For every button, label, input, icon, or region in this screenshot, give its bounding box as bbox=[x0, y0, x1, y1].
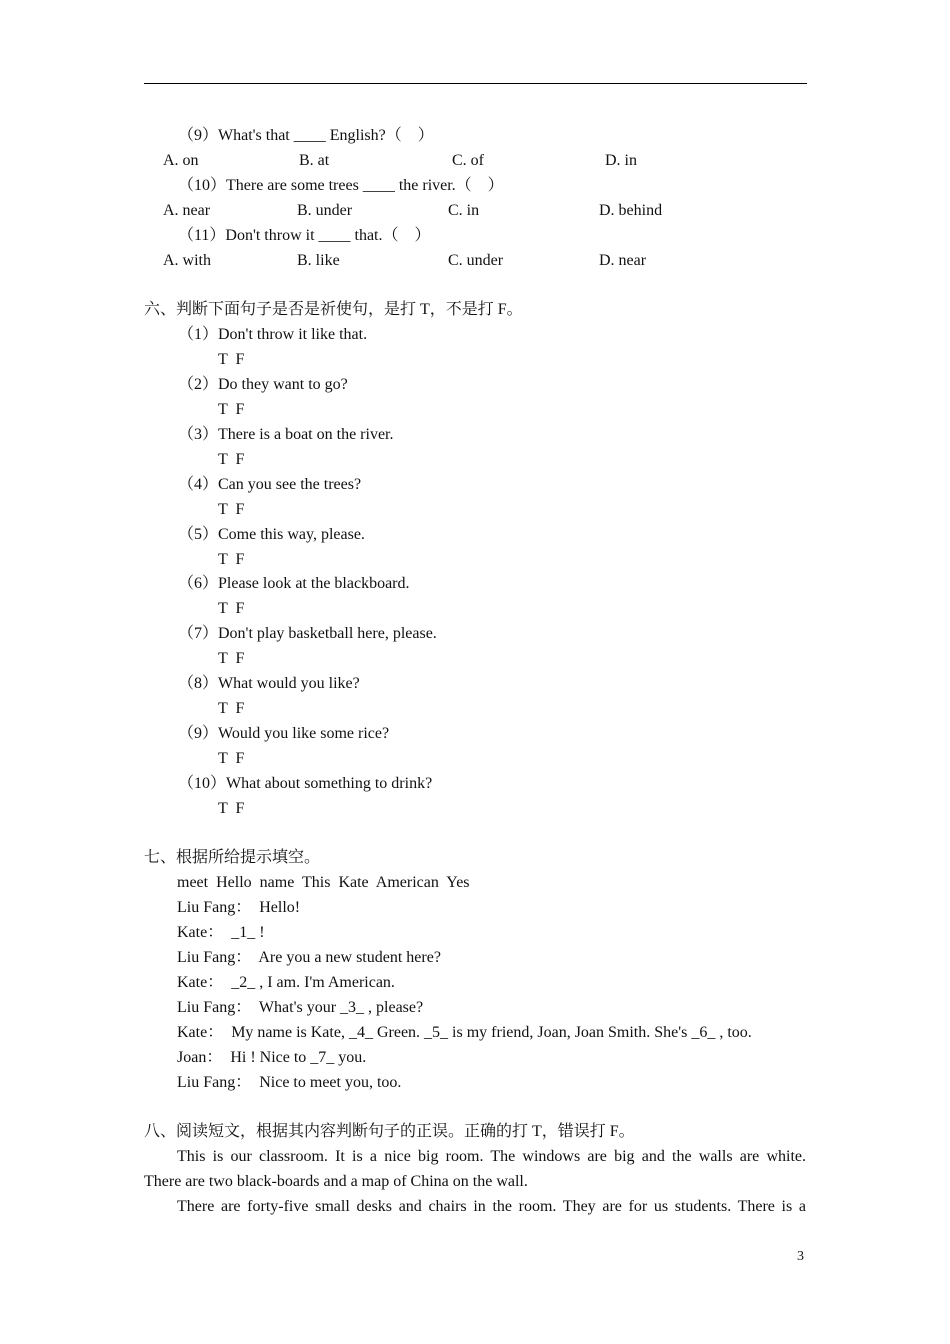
question-11-option-d: D. near bbox=[599, 252, 647, 269]
dialogue-line: Liu Fang： What's your _3_ , please? bbox=[177, 999, 424, 1016]
tf-choice-9: T F bbox=[218, 750, 245, 767]
section-8-heading: 八、阅读短文，根据其内容判断句子的正误。正确的打 T，错误打 F。 bbox=[144, 1123, 635, 1140]
question-10-option-d: D. behind bbox=[599, 202, 663, 219]
tf-choice-2: T F bbox=[218, 401, 245, 418]
tf-choice-4: T F bbox=[218, 501, 245, 518]
tf-item-2: （2）Do they want to go? bbox=[178, 376, 348, 393]
tf-choice-5: T F bbox=[218, 551, 245, 568]
question-9-option-b: B. at bbox=[299, 152, 330, 169]
passage-line: There are forty-five small desks and chairs in the room. They are for us students. There is a bbox=[177, 1198, 806, 1215]
tf-choice-1: T F bbox=[218, 351, 245, 368]
dialogue-line: Liu Fang： Nice to meet you, too. bbox=[177, 1074, 402, 1091]
tf-item-7: （7）Don't play basketball here, please. bbox=[178, 625, 437, 642]
question-10-stem: （10）There are some trees ____ the river.（ ） bbox=[178, 177, 504, 194]
tf-item-10: （10）What about something to drink? bbox=[178, 775, 433, 792]
tf-item-8: （8）What would you like? bbox=[178, 675, 360, 692]
section-6-heading: 六、判断下面句子是否是祈使句，是打 T，不是打 F。 bbox=[144, 301, 523, 318]
question-11-option-c: C. under bbox=[448, 252, 504, 269]
question-9-option-a: A. on bbox=[163, 152, 199, 169]
question-11-option-b: B. like bbox=[297, 252, 340, 269]
question-9-option-d: D. in bbox=[605, 152, 637, 169]
question-9-stem: （9）What's that ____ English?（ ） bbox=[178, 127, 434, 144]
question-11-stem: （11）Don't throw it ____ that.（ ） bbox=[178, 227, 431, 244]
question-10-option-a: A. near bbox=[163, 202, 211, 219]
tf-item-5: （5）Come this way, please. bbox=[178, 526, 365, 543]
question-10-option-b: B. under bbox=[297, 202, 353, 219]
tf-item-1: （1）Don't throw it like that. bbox=[178, 326, 368, 343]
word-bank: meet Hello name This Kate American Yes bbox=[177, 874, 470, 891]
tf-choice-10: T F bbox=[218, 800, 245, 817]
tf-item-3: （3）There is a boat on the river. bbox=[178, 426, 394, 443]
tf-item-4: （4）Can you see the trees? bbox=[178, 476, 362, 493]
tf-choice-8: T F bbox=[218, 700, 245, 717]
dialogue-line: Liu Fang： Are you a new student here? bbox=[177, 949, 441, 966]
dialogue-line: Joan： Hi ! Nice to _7_ you. bbox=[177, 1049, 367, 1066]
dialogue-line: Kate： My name is Kate, _4_ Green. _5_ is my friend, Joan, Joan Smith. She's _6_ , too. bbox=[177, 1024, 752, 1041]
section-7-heading: 七、根据所给提示填空。 bbox=[144, 849, 321, 866]
passage-line: This is our classroom. It is a nice big room. The windows are big and the walls are white. bbox=[177, 1148, 806, 1165]
question-11-option-a: A. with bbox=[163, 252, 211, 269]
tf-choice-6: T F bbox=[218, 600, 245, 617]
dialogue-line: Kate： _1_ ! bbox=[177, 924, 265, 941]
question-9-option-c: C. of bbox=[452, 152, 484, 169]
question-10-option-c: C. in bbox=[448, 202, 480, 219]
tf-item-6: （6）Please look at the blackboard. bbox=[178, 575, 410, 592]
tf-choice-3: T F bbox=[218, 451, 245, 468]
header-rule bbox=[144, 83, 807, 84]
page-number: 3 bbox=[797, 1249, 804, 1264]
tf-item-9: （9）Would you like some rice? bbox=[178, 725, 390, 742]
passage-line: There are two black-boards and a map of China on the wall. bbox=[144, 1173, 528, 1190]
tf-choice-7: T F bbox=[218, 650, 245, 667]
dialogue-line: Liu Fang： Hello! bbox=[177, 899, 301, 916]
dialogue-line: Kate： _2_ , I am. I'm American. bbox=[177, 974, 395, 991]
